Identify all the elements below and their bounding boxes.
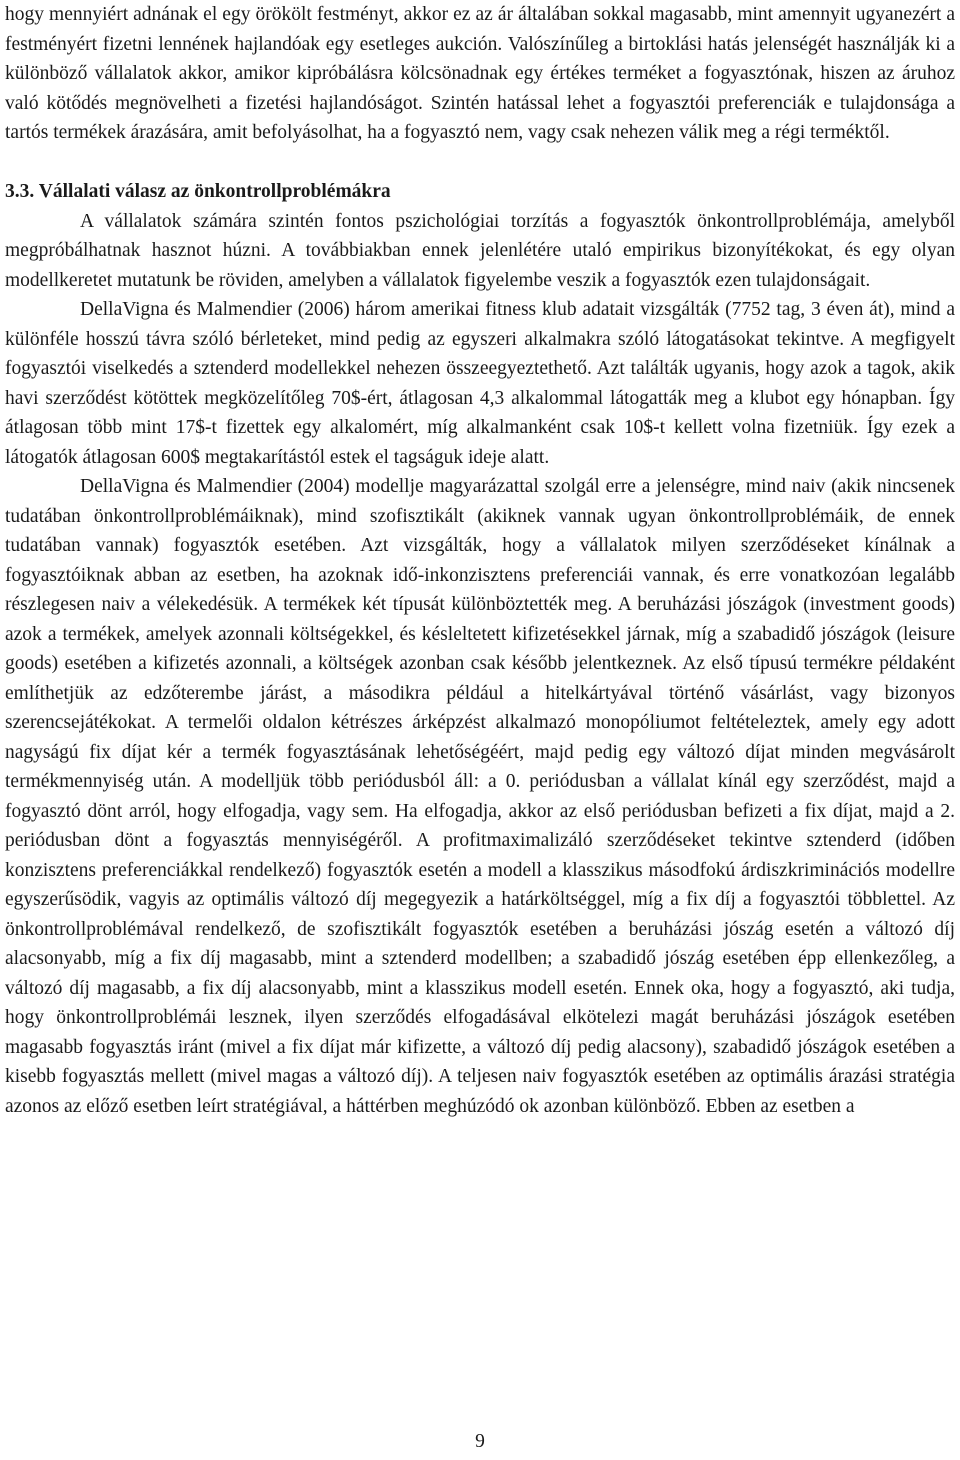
intro-paragraph: hogy mennyiért adnának el egy örökölt festményt, akkor ez az ár általában sokkal magasabb, mint amennyit ugyanezért a festményért fizetni lennének hajlandóak egy esetleges aukción. Valószínűleg a birtoklási hatás jelenségét használják ki a különböző vállalatok akkor, amikor kipróbálásra kölcsönadnak egy értékes terméket a fogyasztónak, hiszen az áruhoz való kötődés megnövelheti a fizetési hajlandóságot. Szintén hatással lehet a fogyasztói preferenciák e tulajdonsága a tartós termékek árazására, amit befolyásolhat, ha a fogyasztó nem, vagy csak nehezen válik meg a régi terméktől. xyxy=(5,4,955,143)
section-3-3 xyxy=(5,177,955,1121)
section-paragraph-3: DellaVigna és Malmendier (2004) modellje magyarázattal szolgál erre a jelenségre, mind naiv (akik nincsenek tudatában önkontrollproblémáiknak), mind szofisztikált (akiknek vannak ugyan önkontrollproblémáik, de ennek tudatában vannak) fogyasztók esetében. Azt vizsgálták, hogy a vállalatok milyen szerződéseket kínálnak a fogyasztóiknak abban az esetben, ha azoknak idő-inkonzisztens preferenciái vannak, és erre vonatkozóan legalább részlegesen naiv a vélekedésük. A termékek két típusát különböztették meg. A beruházási jószágok (investment goods) azok a termékek, amelyek azonnali költségekkel, és késleltetett kifizetésekkel járnak, míg a szabadidő jószágok (leisure goods) esetében a kifizetés azonnali, a költségek azonban csak később jelentkeznek. Az első típusú termékre példaként említhetjük az edzőterembe járást, a másodikra például a hitelkártyával történő vásárlást, vagy bizonyos szerencsejátékokat. A termelői oldalon kétrészes árképzést alkalmazó monopóliumot feltételeztek, amely egy adott nagyságú fix díjat kér a termék fogyasztásának lehetőségéért, majd pedig egy változó díjat minden megvásárolt termékmennyiség után. A modelljük több periódusból áll: a 0. periódusban a vállalat kínál egy szerződést, majd a fogyasztó dönt arról, hogy elfogadja, vagy sem. Ha elfogadja, akkor az első periódusban befizeti a fix díjat, majd a 2. periódusban dönt a fogyasztás mennyiségéről. A profitmaximalizáló szerződéseket tekintve sztenderd (időben konzisztens preferenciákkal rendelkező) fogyasztók esetén a modell a klasszikus másodfokú árdiszkriminációs modellre egyszerűsödik, vagyis az optimális változó díj megegyezik a határköltséggel, míg a fix díj a fogyasztói többlettel. Az önkontrollproblémával rendelkező, de szofisztikált fogyasztók esetében a beruházási jószág esetén a változó díj alacsonyabb, míg a fix díj magasabb, mint a sztenderd modellben; a szabadidő jószág esetében épp ellenkezőleg, a változó díj magasabb, a fix díj alacsonyabb, mint a klasszikus modell esetén. Ennek oka, hogy a fogyasztó, aki tudja, hogy önkontrollproblémái lesznek, ilyen szerződés elfogadásával elkötelezi magát beruházási jószágok esetében magasabb fogyasztás iránt (mivel a fix díjat már kifizette, a változó díj pedig alacsony), szabadidő jószágok esetében a kisebb fogyasztás mellett (mivel magas a változó díj). A teljesen naiv fogyasztók esetében az optimális árazási stratégia azonos az előző esetben leírt stratégiával, a háttérben meghúzódó ok azonban különböző. Ebben az esetben a xyxy=(5,476,955,1117)
document-page xyxy=(5,0,955,1121)
section-paragraph-2: DellaVigna és Malmendier (2006) három amerikai fitness klub adatait vizsgálták (7752 tag, 3 éven át), mind a különféle hosszú távra szóló bérleteket, mind pedig az egyszeri alkalmakra szóló látogatásokat tekintve. A megfigyelt fogyasztói viselkedés a sztenderd modellekkel nehezen összeegyeztethető. Azt találták ugyanis, hogy azok a tagok, akik havi szerződést kötöttek megközelítőleg 70$-ért, átlagosan 4,3 alkalommal látogatták meg a klubot egy hónapban. Így átlagosan több mint 17$-t fizettek egy alkalomért, míg alkalmanként csak 10$-t kellett volna fizetniük. Így ezek a látogatók átlagosan 600$ megtakarítástól estek el tagságuk ideje alatt. xyxy=(5,299,955,468)
section-paragraph-1: A vállalatok számára szintén fontos pszichológiai torzítás a fogyasztók önkontrollproblémája, amelyből megpróbálhatnak hasznot húzni. A továbbiakban ennek jelenlétére utaló empirikus bizonyítékokat, és egy olyan modellkeretet mutatunk be röviden, amelyben a vállalatok figyelembe veszik a fogyasztók ezen tulajdonságait. xyxy=(5,210,955,291)
page-number: 9 xyxy=(475,1431,485,1452)
section-heading: 3.3. Vállalati válasz az önkontrollproblémákra xyxy=(5,181,391,202)
